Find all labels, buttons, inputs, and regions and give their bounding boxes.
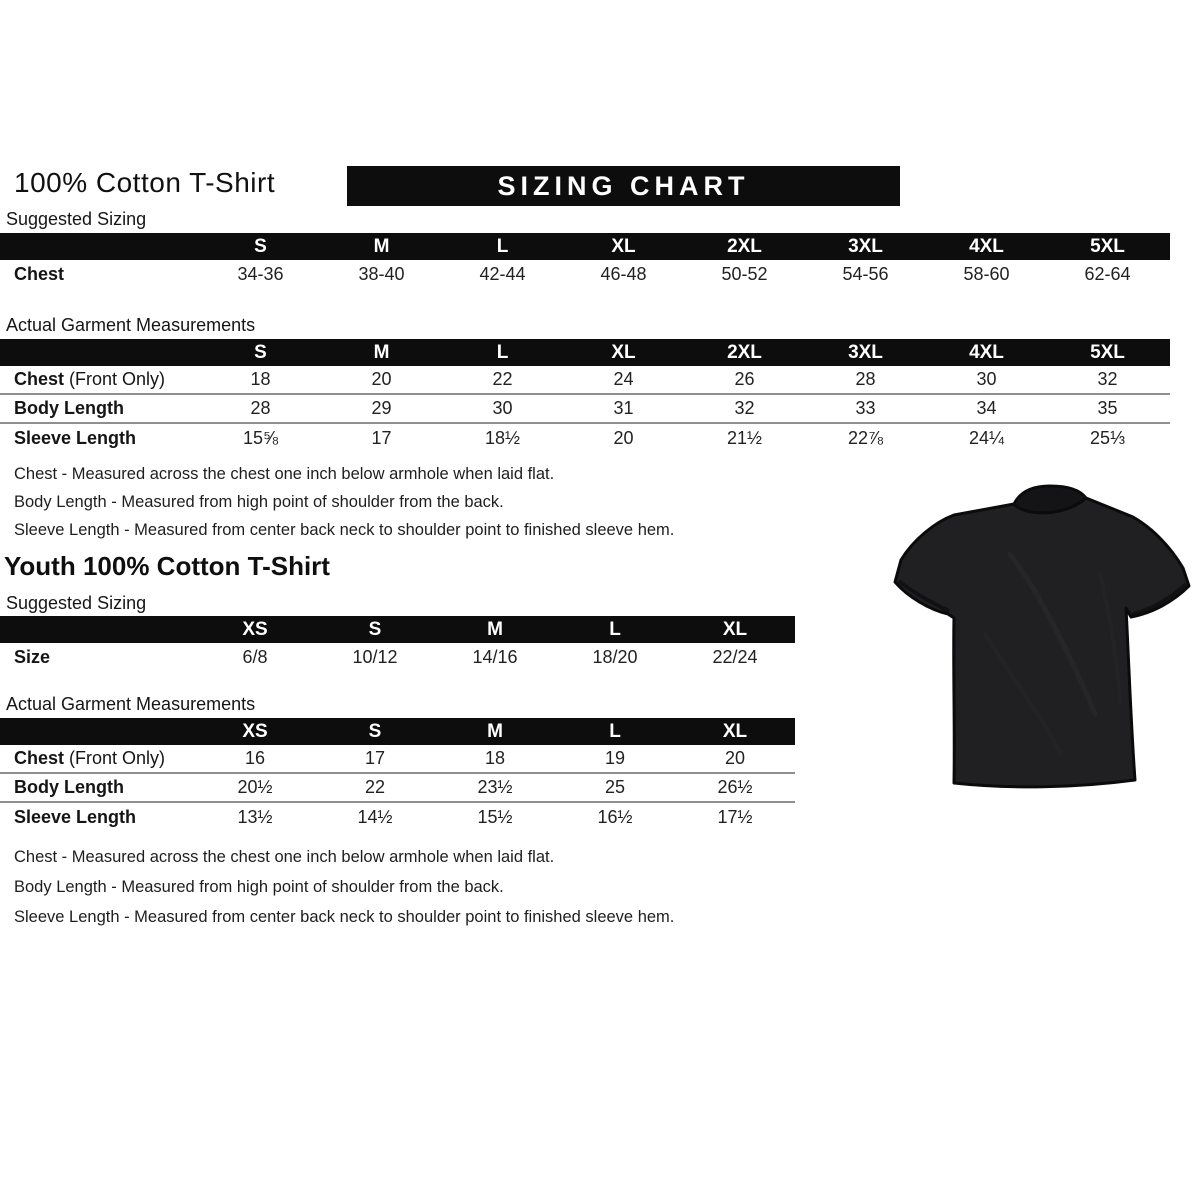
adult-measurement-notes <box>14 460 674 544</box>
measurement-cell: 6/8 <box>242 647 268 667</box>
measurement-cell: 24¼ <box>968 428 1005 448</box>
measurement-cell: 17 <box>364 748 386 768</box>
row-label-suffix: (Front Only) <box>64 748 166 768</box>
measurement-cell: 24 <box>613 369 634 389</box>
measurement-cell: 31 <box>613 398 634 418</box>
row-label <box>0 398 200 419</box>
row-label <box>0 264 200 285</box>
size-column-header: 2XL <box>727 341 762 363</box>
measurement-cell: 16½ <box>597 807 633 827</box>
row-label-text: Sleeve Length <box>14 807 137 827</box>
youth-suggested-sizing-label: Suggested Sizing <box>6 593 147 613</box>
measurement-cell: 15½ <box>477 807 513 827</box>
youth-suggested-sizing-table <box>0 616 795 672</box>
size-column-header: L <box>609 618 621 640</box>
measurement-cell: 22⅞ <box>847 428 884 448</box>
measurement-cell: 21½ <box>726 428 763 448</box>
youth-section-title: Youth 100% Cotton T-Shirt <box>4 551 330 581</box>
table-row-size <box>0 643 795 672</box>
measurement-cell: 17 <box>371 428 392 448</box>
measurement-cell: 20½ <box>237 777 273 797</box>
table-header-row <box>0 718 795 745</box>
table-row-chest <box>0 745 795 774</box>
size-column-header: XL <box>722 618 748 640</box>
size-column-header: M <box>487 618 503 640</box>
measurement-cell: 22/24 <box>712 647 758 667</box>
note-line: Body Length - Measured from high point of shoulder from the back. <box>14 878 504 896</box>
measurement-cell: 20 <box>371 369 392 389</box>
size-column-header: S <box>368 618 382 640</box>
table-header-row <box>0 339 1170 366</box>
measurement-cell: 19 <box>604 748 626 768</box>
row-label <box>0 647 195 668</box>
measurement-cell: 29 <box>371 398 392 418</box>
adult-actual-measurements-table <box>0 339 1170 453</box>
size-column-header: L <box>496 341 509 363</box>
size-column-header: M <box>373 341 390 363</box>
note-line: Chest - Measured across the chest one inch below armhole when laid flat. <box>14 465 555 483</box>
adult-section-title: 100% Cotton T-Shirt <box>14 167 276 198</box>
row-label-text: Sleeve Length <box>14 428 137 448</box>
row-label-suffix: (Front Only) <box>64 369 166 389</box>
row-label-text: Chest <box>14 369 65 389</box>
measurement-cell: 54-56 <box>842 264 889 284</box>
row-label <box>0 777 195 798</box>
adult-actual-measurements-label: Actual Garment Measurements <box>6 315 256 335</box>
size-column-header: 3XL <box>848 235 883 257</box>
note-line: Body Length - Measured from high point of shoulder from the back. <box>14 493 504 511</box>
measurement-cell: 14½ <box>357 807 393 827</box>
measurement-cell: 38-40 <box>358 264 405 284</box>
size-column-header: S <box>368 720 382 742</box>
row-label-text: Body Length <box>14 398 124 418</box>
row-label-text: Body Length <box>14 777 124 797</box>
measurement-cell: 17½ <box>717 807 753 827</box>
size-column-header: 5XL <box>1090 235 1125 257</box>
measurement-cell: 15⅝ <box>242 428 279 448</box>
measurement-cell: 16 <box>244 748 266 768</box>
row-label-text: Chest <box>14 748 65 768</box>
table-row-body-length <box>0 774 795 803</box>
measurement-cell: 30 <box>492 398 513 418</box>
adult-suggested-sizing-label: Suggested Sizing <box>6 209 147 229</box>
row-label <box>0 807 195 828</box>
sizing-chart-banner <box>347 166 900 206</box>
size-column-header: L <box>496 235 509 257</box>
measurement-cell: 18 <box>250 369 271 389</box>
measurement-cell: 13½ <box>237 807 273 827</box>
measurement-cell: 25 <box>604 777 626 797</box>
row-label <box>0 369 200 390</box>
row-label <box>0 428 200 449</box>
note-line: Sleeve Length - Measured from center back neck to shoulder point to finished sleeve hem. <box>14 908 675 926</box>
table-row-sleeve-length <box>0 803 795 832</box>
size-column-header: L <box>609 720 621 742</box>
size-column-header: M <box>487 720 503 742</box>
size-column-header: XS <box>242 720 268 742</box>
measurement-cell: 18½ <box>484 428 521 448</box>
youth-actual-measurements-label: Actual Garment Measurements <box>6 694 256 714</box>
measurement-cell: 32 <box>1097 369 1118 389</box>
table-header-row <box>0 233 1170 260</box>
row-label-text: Chest <box>14 264 65 284</box>
measurement-cell: 25⅓ <box>1089 428 1126 448</box>
size-column-header: M <box>373 235 390 257</box>
size-column-header: 4XL <box>969 341 1004 363</box>
measurement-cell: 18 <box>484 748 506 768</box>
row-label-text: Size <box>14 647 51 667</box>
table-row-body-length <box>0 395 1170 424</box>
measurement-cell: 22 <box>492 369 513 389</box>
size-column-header: S <box>254 235 267 257</box>
row-label <box>0 748 195 769</box>
measurement-cell: 26½ <box>717 777 753 797</box>
table-row-sleeve-length <box>0 424 1170 453</box>
measurement-cell: 42-44 <box>479 264 526 284</box>
measurement-cell: 46-48 <box>600 264 647 284</box>
size-column-header: 4XL <box>969 235 1004 257</box>
tshirt-icon <box>890 484 1195 809</box>
youth-actual-measurements-table <box>0 718 795 832</box>
measurement-cell: 28 <box>250 398 271 418</box>
size-column-header: 2XL <box>727 235 762 257</box>
measurement-cell: 62-64 <box>1084 264 1131 284</box>
measurement-cell: 35 <box>1097 398 1118 418</box>
measurement-cell: 28 <box>855 369 876 389</box>
size-column-header: XL <box>611 341 636 363</box>
measurement-cell: 32 <box>734 398 755 418</box>
size-column-header: 3XL <box>848 341 883 363</box>
measurement-cell: 50-52 <box>721 264 768 284</box>
measurement-cell: 22 <box>364 777 386 797</box>
measurement-cell: 20 <box>613 428 634 448</box>
measurement-cell: 23½ <box>477 777 513 797</box>
measurement-cell: 18/20 <box>592 647 638 667</box>
measurement-cell: 34-36 <box>237 264 284 284</box>
measurement-cell: 14/16 <box>472 647 518 667</box>
measurement-cell: 26 <box>734 369 755 389</box>
note-line: Sleeve Length - Measured from center back neck to shoulder point to finished sleeve hem. <box>14 521 675 539</box>
measurement-cell: 10/12 <box>352 647 398 667</box>
measurement-cell: 20 <box>724 748 746 768</box>
adult-suggested-sizing-table <box>0 233 1170 289</box>
measurement-cell: 30 <box>976 369 997 389</box>
table-row-chest <box>0 366 1170 395</box>
table-header-row <box>0 616 795 643</box>
note-line: Chest - Measured across the chest one inch below armhole when laid flat. <box>14 848 555 866</box>
measurement-cell: 33 <box>855 398 876 418</box>
size-column-header: S <box>254 341 267 363</box>
measurement-cell: 34 <box>976 398 997 418</box>
youth-measurement-notes <box>14 842 674 932</box>
size-column-header: XS <box>242 618 268 640</box>
size-column-header: XL <box>722 720 748 742</box>
size-column-header: 5XL <box>1090 341 1125 363</box>
black-tshirt-photo <box>890 484 1195 809</box>
sizing-chart-banner-text: SIZING CHART <box>497 170 750 201</box>
measurement-cell: 58-60 <box>963 264 1010 284</box>
size-column-header: XL <box>611 235 636 257</box>
table-row <box>0 260 1170 289</box>
